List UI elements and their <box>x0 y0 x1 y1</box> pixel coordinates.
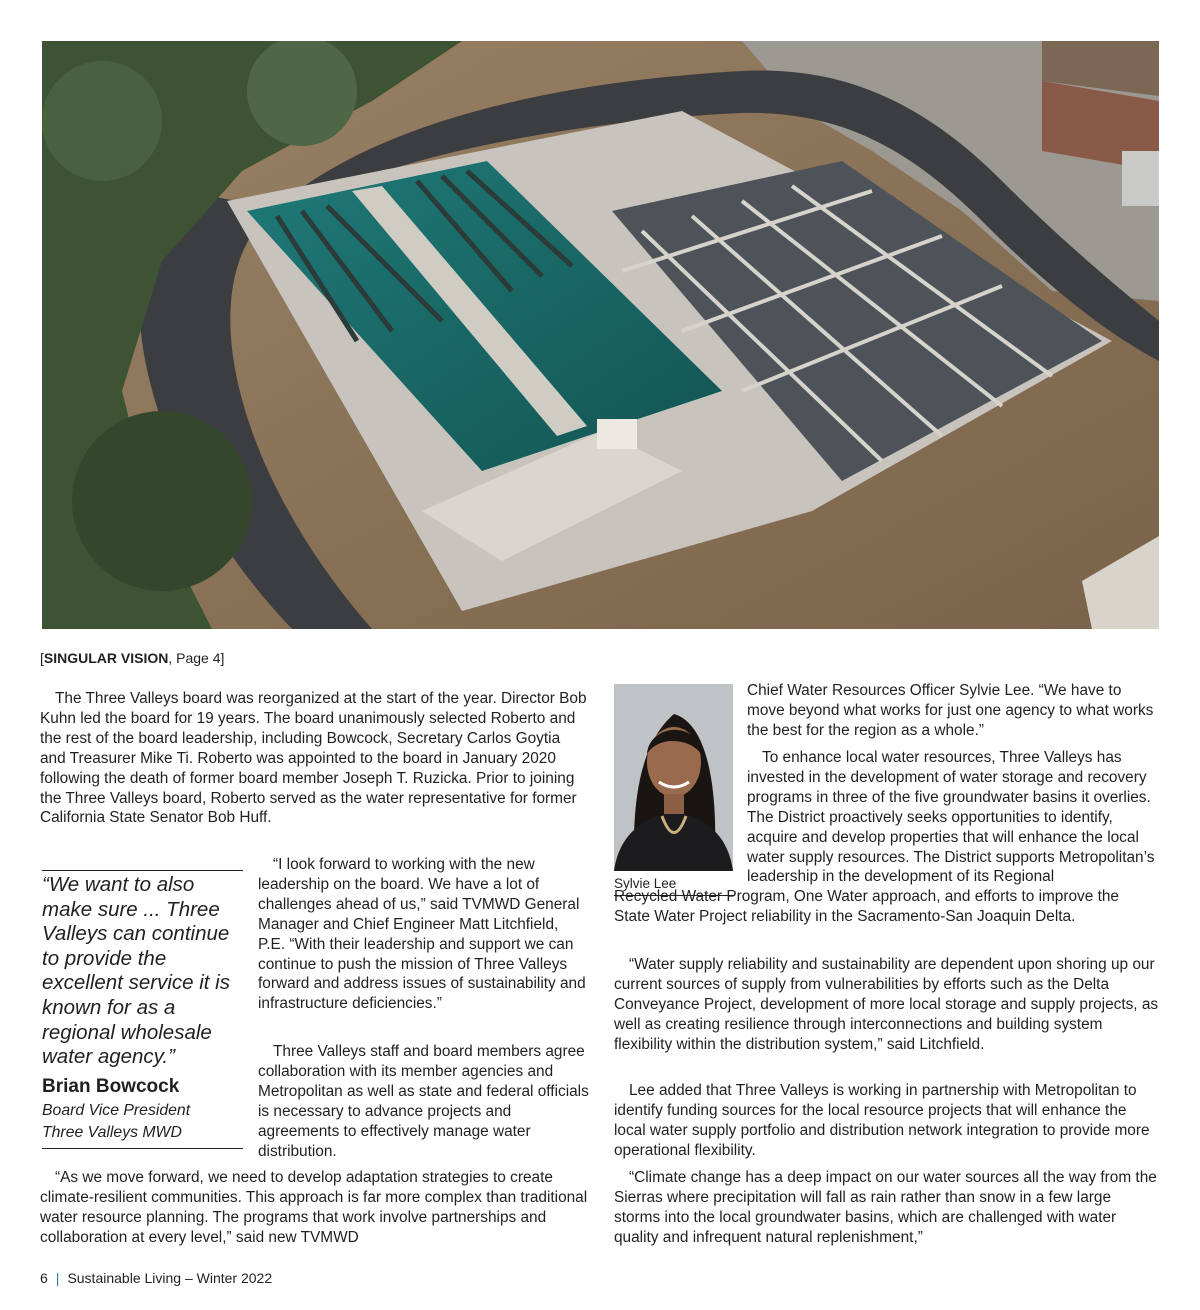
page-number: 6 <box>40 1270 48 1286</box>
pull-quote <box>42 870 243 1149</box>
pull-quote-name: Brian Bowcock <box>42 1075 180 1097</box>
bracket: [ <box>40 650 44 666</box>
pull-quote-text: “We want to also make sure ... Three Valleys can continue to provide the excellent service it is known for as a regional wholesale water agency.” <box>42 873 230 1069</box>
body-paragraph-reliability: “Water supply reliability and sustainability are dependent upon shoring up our current sources of supply from vulnerabilities by efforts such as the Delta Conveyance Project, development of more local storage and supply projects, as well as creating resilience through interconnections and building system flexibility within the distribution system,” said Litchfield. <box>614 956 1159 1053</box>
body-paragraph-local-resources <box>614 748 1159 927</box>
local-resources-wrapped-text: To enhance local water resources, Three Valleys has invested in the development of water storage and recovery programs in three of the five groundwater basins it overlies. The District proactively seeks opportunities to identify, acquire and develop properties that will enhance the local water supply resources. The District supports Metropolitan’s leadership in the development of its Regional <box>747 749 1155 886</box>
pull-quote-title: Board Vice President <box>42 1101 191 1119</box>
pull-quote-organization: Three Valleys MWD <box>42 1123 182 1141</box>
publication-name: Sustainable Living – Winter 2022 <box>67 1270 273 1286</box>
body-paragraph-litchfield-quote: “I look forward to working with the new leadership on the board. We have a lot of challenges ahead of us,” said TVMWD General Manager and Chief Engineer Matt Litchfield, P.E. “With their leadership and support we can continue to push the mission of Three Valleys forward and address issues of sustainability and infrastructure deficiencies.” <box>258 856 586 1013</box>
pull-quote-role <box>42 1100 243 1144</box>
page-footer <box>40 1270 272 1286</box>
continuation-title: SINGULAR VISION <box>43 650 169 666</box>
continuation-reference <box>40 650 224 666</box>
body-paragraph-staff-collaboration: Three Valleys staff and board members agree collaboration with its member agencies and Metropolitan as well as state and federal officials is necessary to advance projects and agreements to effectively manage water distribution. <box>258 1043 589 1160</box>
footer-separator: | <box>55 1270 60 1286</box>
body-paragraph-partnership: Lee added that Three Valleys is working in partnership with Metropolitan to identify funding sources for the local resource projects that will enhance the local water supply portfolio and distribution network integration to provide more operational flexibility. <box>614 1082 1150 1159</box>
aerial-photo-water-treatment-plant <box>42 41 1159 629</box>
body-paragraph-climate-change: “Climate change has a deep impact on our water sources all the way from the Sierras where precipitation will fall as rain rather than snow in a few large storms into the local groundwater basins, which are challenged with water quality and infrequent natural replenishment,” <box>614 1169 1157 1246</box>
body-paragraph-board-reorganization: The Three Valleys board was reorganized at the start of the year. Director Bob Kuhn led the board for 19 years. The board unanimously selected Roberto and the rest of the board leadership, including Bowcock, Secretary Carlos Goytia and Treasurer Mike Ti. Roberto was appointed to the board in January 2020 following the death of former board member Joseph T. Ruzicka. Prior to joining the Three Valleys board, Roberto served as the water representative for former California State Senator Bob Huff. <box>40 690 587 827</box>
local-resources-full-width-text: Recycled Water Program, One Water approach, and efforts to improve the State Water Project reliability in the Sacramento-San Joaquin Delta. <box>614 888 1119 926</box>
continuation-page: , Page 4] <box>168 650 225 666</box>
portrait-caption: Sylvie Lee <box>614 876 734 896</box>
body-paragraph-lee-quote: Chief Water Resources Officer Sylvie Lee. “We have to move beyond what works for just one agency to what works the best for the region as a whole.” <box>747 682 1154 739</box>
body-paragraph-adaptation: “As we move forward, we need to develop adaptation strategies to create climate-resilient communities. This approach is far more complex than traditional water resource planning. The programs that work involve partnerships and collaboration at every level,” said new TVMWD <box>40 1169 588 1246</box>
